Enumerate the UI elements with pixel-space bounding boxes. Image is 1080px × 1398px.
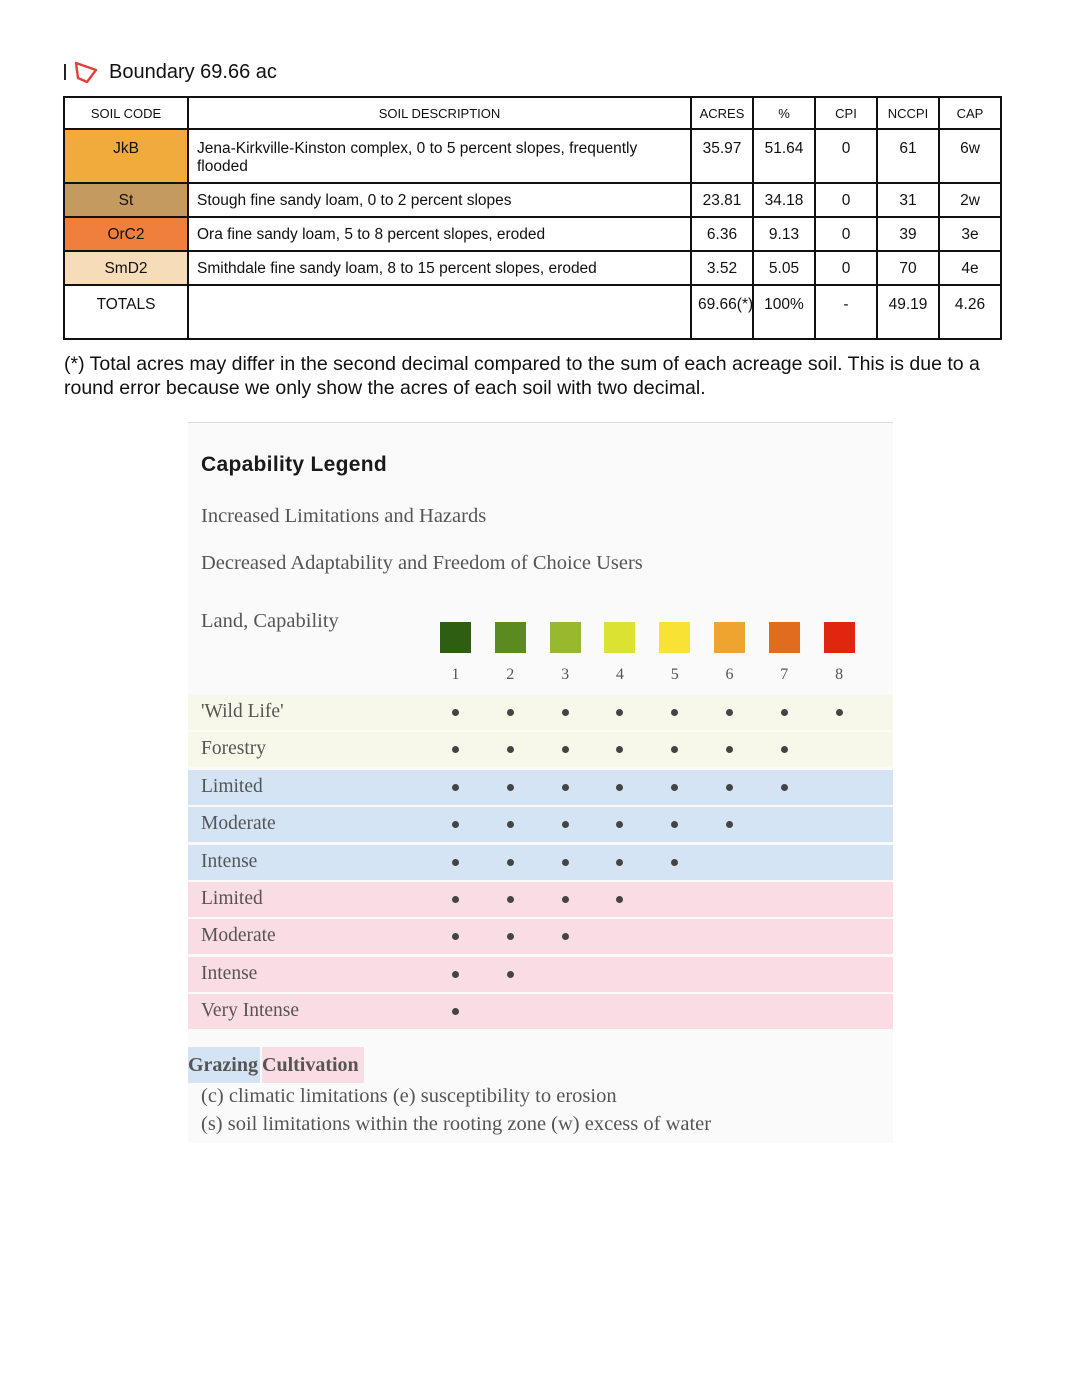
class-dot — [452, 896, 459, 903]
class-dot — [781, 746, 788, 753]
bar-glyph — [64, 64, 66, 80]
class-dot — [507, 971, 514, 978]
class-dot — [726, 821, 733, 828]
legend-row-label: Limited — [201, 888, 263, 909]
acres: 35.97 — [691, 129, 753, 183]
soil-description: Ora fine sandy loam, 5 to 8 percent slopes, eroded — [188, 217, 691, 251]
class-dot — [726, 784, 733, 791]
percent: 5.05 — [753, 251, 815, 285]
class-dot — [671, 821, 678, 828]
totals-row — [64, 285, 1001, 339]
class-dot — [452, 746, 459, 753]
legend-row-label: Intense — [201, 962, 258, 984]
table-row — [64, 183, 1001, 217]
totals-description — [188, 285, 691, 339]
class-dot — [452, 933, 459, 940]
class-7-swatch — [769, 622, 800, 653]
class-dot — [616, 896, 623, 903]
class-dot — [562, 746, 569, 753]
class-dot — [507, 709, 514, 716]
class-dot — [452, 784, 459, 791]
table-row — [64, 129, 1001, 183]
soil-table — [63, 96, 1002, 340]
totals-acres: 69.66(*) — [691, 285, 753, 339]
legend-row-forestry — [188, 732, 893, 767]
soil-description: Stough fine sandy loam, 0 to 2 percent slopes — [188, 183, 691, 217]
class-2-number: 2 — [506, 666, 515, 683]
table-row — [64, 217, 1001, 251]
legend-row-cultivation — [188, 994, 893, 1029]
class-dot — [507, 746, 514, 753]
legend-line-limitations: Increased Limitations and Hazards — [201, 505, 487, 527]
class-3-number: 3 — [561, 666, 570, 683]
class-4-number: 4 — [615, 666, 624, 683]
cpi: 0 — [815, 129, 877, 183]
legend-row-label: 'Wild Life' — [201, 701, 284, 722]
class-dot — [452, 821, 459, 828]
soil-code: OrC2 — [64, 217, 188, 251]
col-cpi: CPI — [815, 97, 877, 129]
class-dot — [616, 784, 623, 791]
legend-row-cultivation — [188, 957, 893, 992]
legend-row-grazing — [188, 845, 893, 880]
legend-title: Capability Legend — [201, 453, 387, 476]
legend-row-label: Moderate — [201, 813, 276, 835]
totals-nccpi: 49.19 — [877, 285, 939, 339]
table-row — [64, 251, 1001, 285]
legend-row-wildlife — [188, 695, 893, 730]
class-3-swatch — [550, 622, 581, 653]
col-acres: ACRES — [691, 97, 753, 129]
class-dot — [562, 859, 569, 866]
class-dot — [616, 859, 623, 866]
class-dot — [726, 746, 733, 753]
percent: 34.18 — [753, 183, 815, 217]
class-dot — [507, 933, 514, 940]
nccpi: 39 — [877, 217, 939, 251]
legend-row-label: Forestry — [201, 738, 266, 760]
class-7-number: 7 — [780, 666, 789, 683]
class-dot — [562, 784, 569, 791]
class-8-swatch — [824, 622, 855, 653]
col-cap: CAP — [939, 97, 1001, 129]
class-dot — [781, 784, 788, 791]
class-5-number: 5 — [670, 666, 679, 683]
percent: 51.64 — [753, 129, 815, 183]
capability-legend — [188, 422, 893, 1143]
soil-code: St — [64, 183, 188, 217]
class-4-swatch — [604, 622, 635, 653]
class-dot — [562, 709, 569, 716]
legend-row-label: Limited — [201, 775, 263, 797]
legend-row-cultivation — [188, 882, 893, 917]
legend-line-adaptability: Decreased Adaptability and Freedom of Choice Users — [201, 552, 643, 574]
class-dot — [452, 1008, 459, 1015]
class-dot — [562, 821, 569, 828]
legend-row-label: Very Intense — [201, 1000, 300, 1022]
class-dot — [671, 709, 678, 716]
acres: 23.81 — [691, 183, 753, 217]
class-dot — [452, 971, 459, 978]
totals-cap: 4.26 — [939, 285, 1001, 339]
class-dot — [616, 746, 623, 753]
class-5-swatch — [659, 622, 690, 653]
cap: 6w — [939, 129, 1001, 183]
cpi: 0 — [815, 183, 877, 217]
cap: 2w — [939, 183, 1001, 217]
nccpi: 70 — [877, 251, 939, 285]
class-dot — [452, 709, 459, 716]
soil-code: JkB — [64, 129, 188, 183]
class-dot — [452, 859, 459, 866]
totals-percent: 100% — [753, 285, 815, 339]
acres: 6.36 — [691, 217, 753, 251]
class-1-swatch — [440, 622, 471, 653]
nccpi: 31 — [877, 183, 939, 217]
cultivation-label: Cultivation — [262, 1047, 364, 1083]
class-dot — [671, 746, 678, 753]
class-dot — [671, 859, 678, 866]
col-percent: % — [753, 97, 815, 129]
col-soil-description: SOIL DESCRIPTION — [188, 97, 691, 129]
col-nccpi: NCCPI — [877, 97, 939, 129]
class-2-swatch — [495, 622, 526, 653]
class-dot — [781, 709, 788, 716]
class-dot — [616, 821, 623, 828]
boundary-title: Boundary 69.66 ac — [109, 60, 277, 83]
col-soil-code: SOIL CODE — [64, 97, 188, 129]
land-capability-label: Land, Capability — [201, 610, 339, 632]
boundary-header — [64, 58, 277, 86]
legend-row-label: Moderate — [201, 925, 276, 947]
legend-row-cultivation — [188, 919, 893, 954]
totals-label: TOTALS — [64, 285, 188, 339]
soil-description: Jena-Kirkville-Kinston complex, 0 to 5 percent slopes, frequently flooded — [188, 129, 691, 183]
legend-footnote-2: (s) soil limitations within the rooting zone (w) excess of water — [201, 1113, 712, 1135]
polygon-boundary-icon — [73, 59, 99, 85]
table-header-row — [64, 97, 1001, 129]
class-dot — [507, 821, 514, 828]
class-dot — [507, 859, 514, 866]
class-dot — [726, 709, 733, 716]
percent: 9.13 — [753, 217, 815, 251]
totals-cpi: - — [815, 285, 877, 339]
class-dot — [562, 896, 569, 903]
legend-row-label: Intense — [201, 850, 258, 872]
class-dot — [562, 933, 569, 940]
class-dot — [671, 784, 678, 791]
nccpi: 61 — [877, 129, 939, 183]
class-1-number: 1 — [451, 666, 460, 683]
cpi: 0 — [815, 251, 877, 285]
grazing-label: Grazing — [188, 1047, 260, 1083]
class-dot — [836, 709, 843, 716]
legend-row-grazing — [188, 807, 893, 842]
class-8-number: 8 — [835, 666, 844, 683]
rounding-note: (*) Total acres may differ in the second decimal compared to the sum of each acreage soil. This is due to a round error because we only show the acres of each soil with two decimal. — [64, 353, 980, 399]
class-6-number: 6 — [725, 666, 734, 683]
class-dot — [507, 896, 514, 903]
class-dot — [507, 784, 514, 791]
legend-footnote-1: (c) climatic limitations (e) susceptibility to erosion — [201, 1085, 617, 1107]
legend-row-grazing — [188, 770, 893, 805]
cpi: 0 — [815, 217, 877, 251]
cap: 4e — [939, 251, 1001, 285]
soil-description: Smithdale fine sandy loam, 8 to 15 percent slopes, eroded — [188, 251, 691, 285]
acres: 3.52 — [691, 251, 753, 285]
cap: 3e — [939, 217, 1001, 251]
class-dot — [616, 709, 623, 716]
soil-code: SmD2 — [64, 251, 188, 285]
class-6-swatch — [714, 622, 745, 653]
